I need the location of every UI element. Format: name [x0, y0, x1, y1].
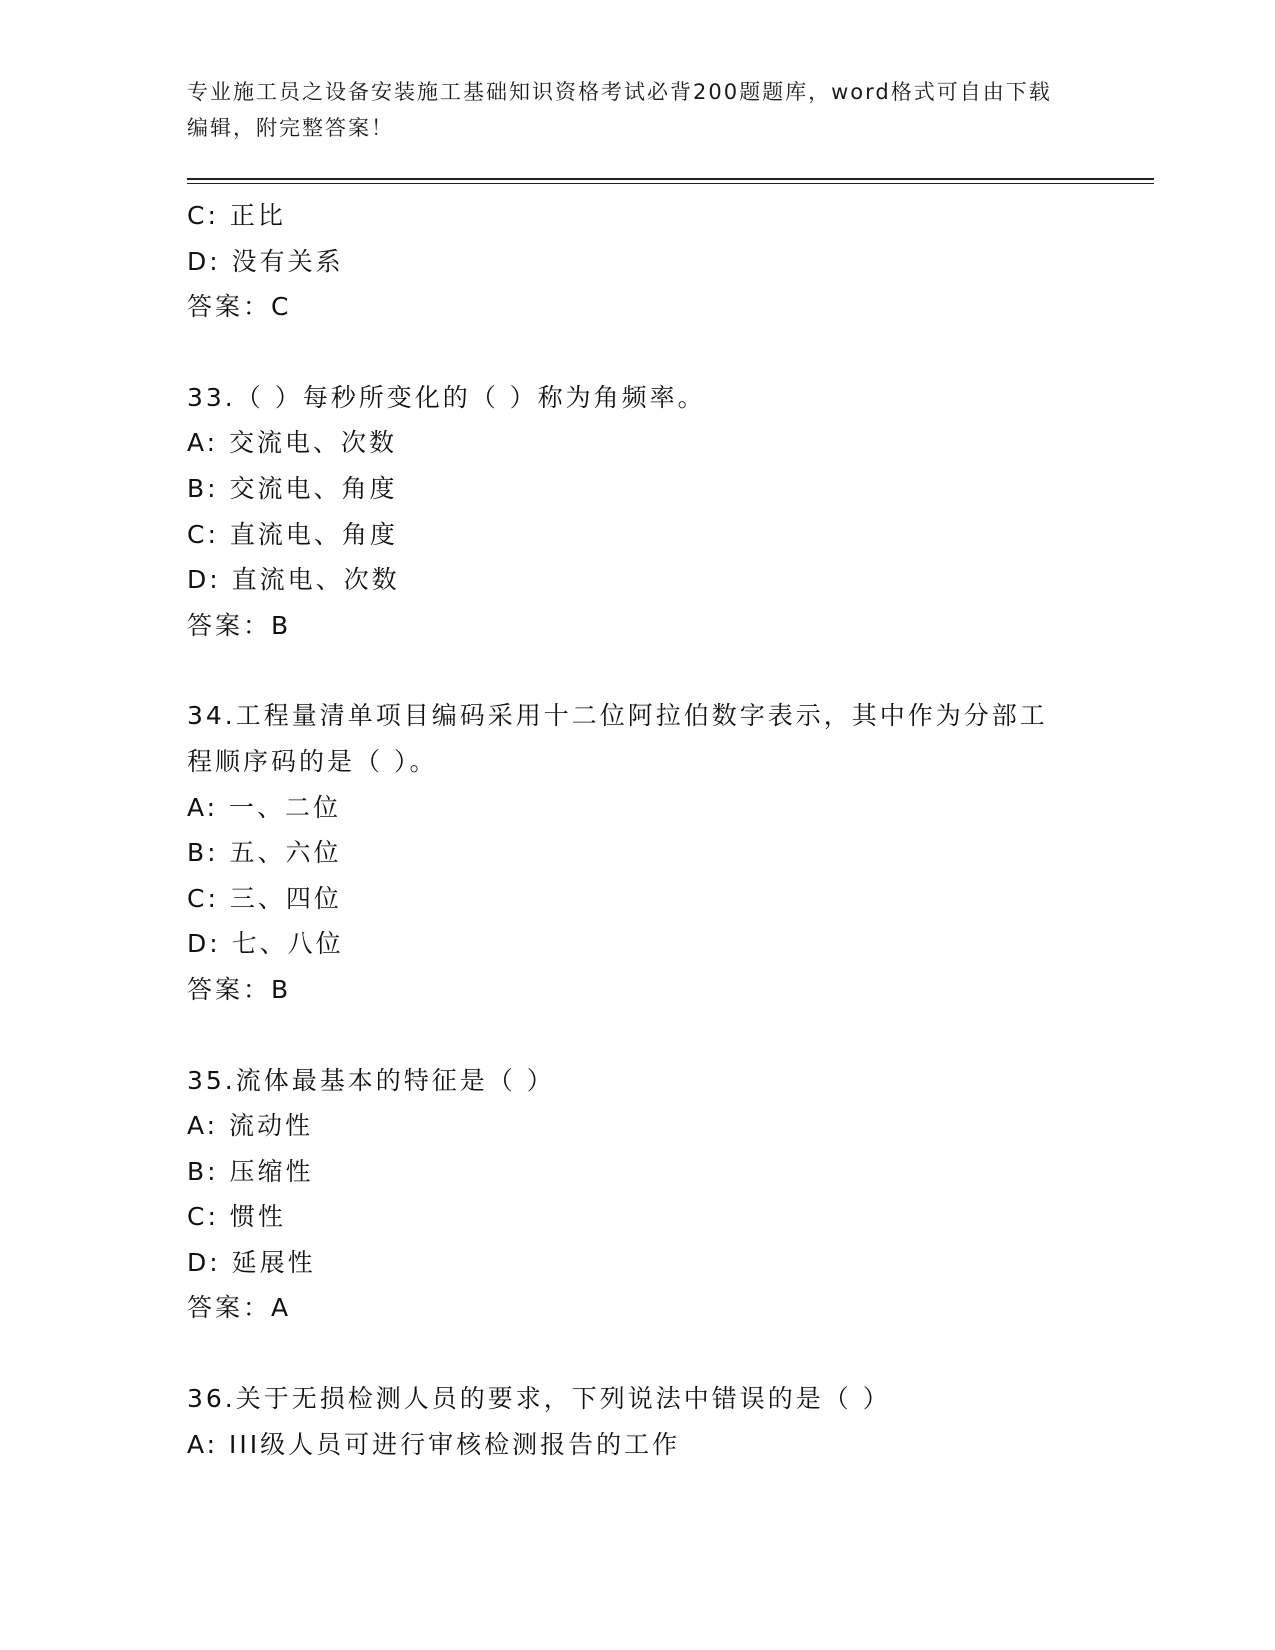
- option-b: B: 五、六位: [187, 838, 342, 868]
- option-a: A: 流动性: [187, 1111, 314, 1141]
- question-34: 34.工程量清单项目编码采用十二位阿拉伯数字表示，其中作为分部工程顺序码的是（ ）。: [187, 701, 1048, 776]
- option-d: D: 没有关系: [187, 246, 344, 276]
- answer: 答案：B: [187, 974, 292, 1004]
- document-header: 专业施工员之设备安装施工基础知识资格考试必背200题题库，word格式可自由下载编辑，附完整答案！: [187, 80, 1052, 140]
- option-a: A: 交流电、次数: [187, 428, 398, 458]
- option-d: D: 直流电、次数: [187, 565, 400, 595]
- option-d: D: 延展性: [187, 1247, 316, 1277]
- option-c: C: 惯性: [187, 1202, 286, 1232]
- option-b: B: 压缩性: [187, 1156, 314, 1186]
- option-d: D: 七、八位: [187, 929, 344, 959]
- answer: 答案：B: [187, 610, 292, 640]
- answer: 答案：C: [187, 292, 292, 322]
- option-c: C: 直流电、角度: [187, 519, 398, 549]
- option-c: C: 三、四位: [187, 883, 342, 913]
- question-33: 33.（ ）每秒所变化的（ ）称为角频率。: [187, 382, 706, 412]
- header-divider-thick: [187, 178, 1154, 180]
- option-a: A: 一、二位: [187, 792, 342, 822]
- document-body: [187, 193, 1087, 1467]
- question-35: 35.流体最基本的特征是（ ）: [187, 1065, 555, 1095]
- option-a: A: III级人员可进行审核检测报告的工作: [187, 1429, 681, 1459]
- option-c: C: 正比: [187, 201, 286, 230]
- question-36: 36.关于无损检测人员的要求，下列说法中错误的是（ ）: [187, 1384, 891, 1414]
- answer: 答案：A: [187, 1293, 292, 1323]
- option-b: B: 交流电、角度: [187, 473, 398, 503]
- header-divider-thin: [187, 183, 1154, 184]
